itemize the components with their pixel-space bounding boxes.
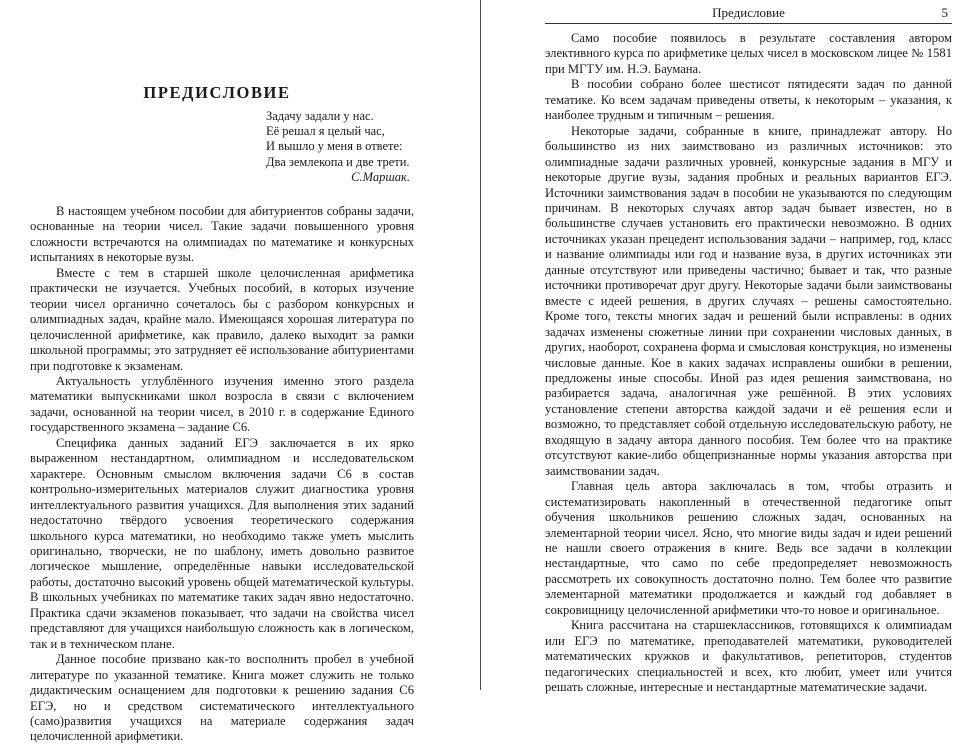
- paragraph: Вместе с тем в старшей школе целочисленная арифметика практически не изучается. Учебных пособий, в которых изучение теории чисел органично сочеталось бы с разбором конкурсных и олимпиадных задач, крайне мало. Имеющаяся хорошая литература по целочисленной арифметике, как правило, далеко выходит за рамки школьной программы; это затрудняет её использование абитуриентами при подготовке к экзаменам.: [30, 265, 414, 373]
- epigraph-line: Её решал я целый час,: [266, 124, 385, 139]
- running-head-title: Предисловие: [712, 5, 785, 20]
- paragraph: В настоящем учебном пособии для абитуриентов собраны задачи, основанные на теории чисел. Такие задачи повышенного уровня сложности встречаются на олимпиадах по математике и конкурсных испытаниях в некоторые вузы.: [30, 204, 414, 265]
- right-body-text: [545, 31, 952, 695]
- running-header: [545, 3, 952, 24]
- paragraph: Специфика данных заданий ЕГЭ заключается в их ярко выраженном нестандартном, олимпиадном и исследовательском характере. Основным смыслом включения задачи С6 в состав контрольно-измерительных материалов служит диагностика уровня интеллектуального развития учащихся. Для выполнения этих заданий недостаточно твёрдого усвоения теоретического содержания школьного курса математики, но необходимо также уметь мыслить оригинально, творчески, не по шаблону, иметь довольно развитое логическое мышление, определённые навыки исследовательской работы, достаточно высокий уровень общей математической культуры. В школьных учебниках по математике таких задач явно недостаточно. Практика сдачи экзаменов показывает, что задачи на свойства чисел представляют для учащихся наибольшую сложность как в логическом, так и в техническом плане.: [30, 435, 414, 651]
- paragraph: Данное пособие призвано как-то восполнить пробел в учебной литературе по указанной тематике. Книга может служить не только дидактическим оснащением для подготовки к решению задания С6 ЕГЭ, но и средством систематического интеллектуального (само)развития учащихся на материале содержания задач целочисленной арифметики.: [30, 652, 414, 744]
- paragraph: Главная цель автора заключалась в том, чтобы отразить и систематизировать накопленный в отечественной педагогике опыт обучения школьников решению сложных задач, основанных на элементарной теории чисел. Ясно, что многие виды задач и идеи решений не нашли своего отражения в книге. Ведь все задачи в коллекции нестандартные, что само по себе предопределяет невозможность рассмотреть их совокупность достаточно полно. Тем более что развитие элементарной математики продолжается и каждый год добавляет в сокровищницу целочисленной арифметики что-то новое и оригинальное.: [545, 479, 952, 617]
- epigraph-line: Задачу задали у нас.: [266, 109, 374, 123]
- right-page: [483, 0, 962, 695]
- paragraph: В пособии собрано более шестисот пятидесяти задач по данной тематике. Ко всем задачам приведены ответы, к некоторым – указания, к наиболее трудным и типичным – решения.: [545, 77, 952, 123]
- page-gutter: [480, 0, 481, 690]
- epigraph-author: С.Маршак.: [351, 169, 410, 184]
- epigraph-line: И вышло у меня в ответе:: [266, 139, 403, 154]
- paragraph: Книга рассчитана на старшеклассников, готовящихся к олимпиадам или ЕГЭ по математике, преподавателей математики, руководителей математических кружков и факультативов, репетиторов, студентов педагогических специальностей и всех, кто любит, умеет или учится решать сложные, интересные и нестандартные математические задачи.: [545, 618, 952, 695]
- paragraph: Некоторые задачи, собранные в книге, принадлежат автору. Но большинство из них заимствовано из различных источников: это олимпиадные задачи различных уровней, конкурсные задания в МГУ и некоторые другие вузы, задания пробных и реальных вариантов ЕГЭ. Источники заимствования задач в пособии не указываются по следующим причинам. В некоторых случаях автор задач бывает известен, но в большинстве случаев установить его практически невозможно. В одних источниках указан прецедент использования задачи – например, год, класс и название олимпиады или год и название вуза, в других источниках эти данные отсутствуют или приведены частично; бывает и так, что разные источники противоречат друг другу. Некоторые задачи были заимствованы вместе с идеей решения, в других случаях – решены самостоятельно. Кроме того, тексты многих задач и решений были исправлены: в одних задачах изменены сюжетные линии при сохранении числовых данных, в других, наоборот, сохранена форма и смысловая конструкция, но изменены числовые данные. Кое в каких задачах исправлены ошибки в решении, предложены иные способы. Иной раз идея решения заимствована, но разбирается задача, аналогичная уже решённой. В этих условиях установление степени авторства каждой задачи и её решения если и возможно, то представляет собой отдельную исследовательскую работу, не входящую в задачу автора данного пособия. Тем более что на практике отсутствуют какие-либо общепризнанные нормы указания авторства при заимствовании задач.: [545, 123, 952, 478]
- chapter-title: ПРЕДИСЛОВИЕ: [143, 83, 291, 102]
- epigraph: [266, 109, 414, 185]
- left-page: [0, 0, 480, 744]
- page-number: 5: [941, 5, 948, 20]
- left-body-text: [30, 204, 414, 745]
- paragraph: Само пособие появилось в результате составления автором элективного курса по арифметике целых чисел в московском лицее № 1581 при МГТУ им. Н.Э. Баумана.: [545, 31, 952, 76]
- epigraph-line: Два землекопа и две трети.: [266, 154, 410, 169]
- paragraph: Актуальность углублённого изучения именно этого раздела математики выпускниками школ возросла в связи с включением задачи, основанной на теории чисел, в 2010 г. в содержание Единого государственного экзамена – задание С6.: [30, 374, 414, 435]
